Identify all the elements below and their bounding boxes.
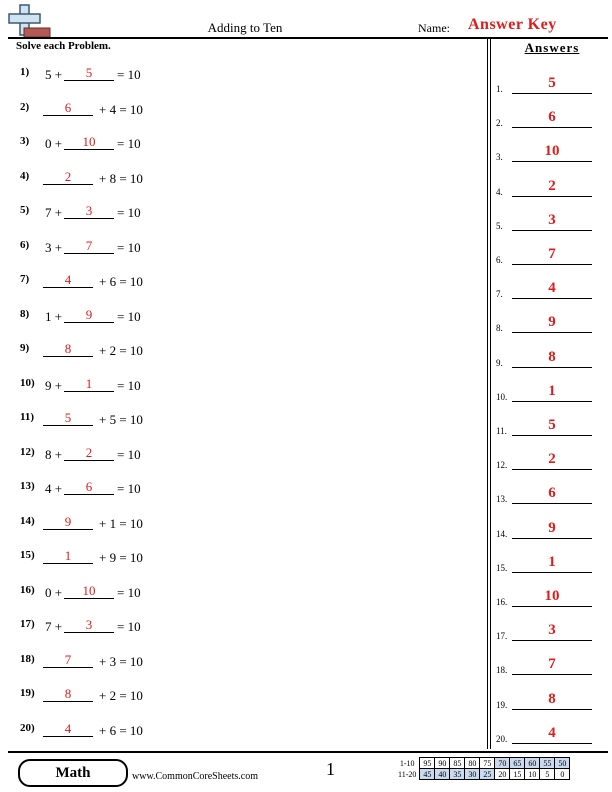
answer-number: 2. [496,118,503,129]
problem-row [0,584,480,608]
answer-value: 1 [512,554,592,573]
answer-row [496,653,602,677]
answer-row [496,140,602,164]
problem-row [0,101,480,125]
problem-number: 6) [20,238,30,251]
problem-number: 14) [20,514,35,527]
problem-number: 17) [20,618,35,630]
answer-blank: 4 [43,721,93,737]
score-cell: 45 [420,769,435,780]
answer-number: 4. [496,186,503,197]
answer-value: 7 [512,656,592,675]
name-label: Name: [418,21,450,35]
answer-row [496,585,602,609]
answer-blank: 8 [43,341,93,357]
problem-sum: = 10 [117,205,141,220]
answer-number: 3. [496,152,503,163]
problem-number: 5) [20,204,30,216]
answer-number: 16. [496,597,508,607]
problem-number: 16) [20,583,35,596]
score-cell: 50 [555,758,570,769]
answer-row [496,346,602,370]
score-cell: 40 [435,769,450,780]
score-cell: 70 [495,758,510,769]
answer-value: 8 [512,691,592,710]
problem-sum: = 10 [117,584,141,600]
answer-number: 8. [496,323,503,334]
problem-row [0,204,480,228]
answer-row [496,209,602,233]
score-cell: 60 [525,758,540,769]
score-cell: 35 [450,769,465,780]
score-cell: 75 [480,758,495,769]
answer-row [496,722,602,746]
score-cell: 20 [495,769,510,780]
answer-blank: 6 [64,479,114,495]
score-cell: 30 [465,769,480,780]
score-row [396,758,570,769]
answer-blank: 7 [64,238,114,254]
answer-number: 19. [496,699,508,710]
answer-number: 7. [496,289,503,300]
problem-number: 2) [20,100,30,113]
problem-addend: 7 + [45,619,63,634]
problem-sum: + 9 = 10 [99,550,143,565]
answer-value: 2 [512,178,592,197]
answer-value: 7 [512,246,592,265]
problem-row [0,66,480,90]
problem-number: 4) [20,169,30,182]
problem-sum: = 10 [117,446,141,462]
plus-logo-icon [6,4,52,38]
answer-blank: 3 [64,617,114,633]
answer-number: 14. [496,528,508,539]
answer-blank: 8 [43,686,93,702]
problem-addend: 0 + [45,136,63,151]
problem-row [0,515,480,539]
answer-row [496,414,602,438]
problem-number: 13) [20,480,35,492]
answer-value: 1 [512,383,592,402]
problem-sum: + 6 = 10 [99,722,143,738]
score-cell: 5 [540,769,555,780]
page-header [0,0,612,38]
problem-sum: = 10 [117,67,141,82]
answer-row [496,72,602,96]
score-cell: 65 [510,758,525,769]
answer-key-label: Answer Key [468,16,557,33]
answer-row [496,551,602,575]
answer-row [496,380,602,404]
answer-row [496,243,602,267]
score-cell: 10 [525,769,540,780]
problem-sum: + 2 = 10 [99,688,143,703]
problem-row [0,411,480,435]
answer-blank: 10 [64,583,114,599]
problem-row [0,446,480,470]
answer-row [496,448,602,472]
answer-row [496,688,602,712]
problem-addend: 7 + [45,205,63,220]
score-cell: 95 [420,758,435,769]
problem-number: 15) [20,549,35,561]
score-cell: 0 [555,769,570,780]
problem-sum: + 5 = 10 [99,412,143,427]
problem-row [0,480,480,504]
problem-number: 1) [20,66,30,78]
page-title: Adding to Ten [207,20,283,35]
problem-number: 18) [20,652,35,665]
site-url: www.CommonCoreSheets.com [132,771,259,782]
subject-badge: Math [18,759,128,787]
answer-value: 5 [512,417,592,436]
score-cell: 15 [510,769,525,780]
answer-number: 11. [496,426,507,436]
problem-number: 19) [20,687,35,699]
answer-value: 8 [512,349,592,368]
answer-blank: 1 [64,376,114,392]
answer-value: 4 [512,725,592,744]
problem-sum: = 10 [117,136,141,151]
problem-number: 11) [20,411,35,423]
answer-value: 3 [512,212,592,231]
problem-sum: + 1 = 10 [99,515,143,531]
answer-number: 10. [496,391,508,402]
score-cell: 90 [435,758,450,769]
score-cell: 25 [480,769,495,780]
problem-number: 3) [20,135,30,147]
problem-sum: = 10 [117,377,141,393]
answer-number: 17. [496,631,508,642]
page-number: 1 [326,759,335,779]
problem-row [0,273,480,297]
answer-number: 20. [496,733,508,744]
answers-title: Answers [524,40,580,55]
problem-number: 9) [20,342,30,354]
problem-sum: + 8 = 10 [99,170,143,186]
answer-number: 12. [496,460,508,471]
problem-row [0,170,480,194]
answer-blank: 7 [43,652,93,668]
answer-number: 9. [496,357,503,368]
answer-value: 3 [512,622,592,641]
problem-row [0,618,480,642]
answer-value: 5 [512,75,592,94]
problem-row [0,549,480,573]
answer-blank: 6 [43,100,93,116]
problem-sum: = 10 [117,481,141,496]
answer-blank: 5 [64,65,114,81]
problem-addend: 4 + [45,481,63,496]
answer-blank: 3 [64,203,114,219]
problem-sum: + 3 = 10 [99,653,143,669]
problem-addend: 3 + [45,239,63,255]
answer-blank: 1 [43,548,93,564]
problem-row [0,377,480,401]
problem-number: 10) [20,376,35,389]
answer-number: 18. [496,665,508,676]
problem-number: 20) [20,721,35,734]
score-cell: 85 [450,758,465,769]
answer-number: 5. [496,220,503,231]
score-range-label: 1-10 [399,758,415,768]
answer-value: 6 [512,485,592,504]
answer-value: 6 [512,109,592,128]
answer-number: 6. [496,255,503,265]
problem-sum: = 10 [117,619,141,634]
answer-value: 9 [512,520,592,539]
footer-divider [8,751,608,753]
answer-number: 15. [496,562,508,573]
problem-sum: = 10 [117,308,141,324]
problem-number: 12) [20,445,35,458]
problem-addend: 5 + [45,67,63,82]
problem-row [0,342,480,366]
problem-addend: 0 + [45,584,63,600]
score-table [396,757,570,780]
problem-row [0,653,480,677]
answer-blank: 5 [43,410,93,426]
problem-addend: 1 + [45,308,63,324]
answer-blank: 10 [64,134,114,150]
problem-row [0,308,480,332]
score-range-label: 11-20 [398,769,417,779]
problem-addend: 9 + [45,377,63,393]
answer-row [496,482,602,506]
answer-row [496,619,602,643]
problem-sum: + 6 = 10 [99,274,143,289]
problem-row [0,687,480,711]
answer-blank: 9 [43,514,93,530]
answer-row [496,311,602,335]
problem-row [0,135,480,159]
answer-blank: 2 [43,169,93,185]
problem-number: 7) [20,273,30,285]
problem-sum: = 10 [117,239,141,255]
answer-blank: 4 [43,272,93,288]
instructions: Solve each Problem. [16,40,111,52]
answer-value: 9 [512,314,592,333]
problem-sum: + 2 = 10 [99,343,143,358]
problem-row [0,722,480,746]
answer-row [496,517,602,541]
column-divider [490,37,491,749]
score-cell: 55 [540,758,555,769]
problem-number: 8) [20,307,30,320]
answer-number: 13. [496,494,508,505]
answer-value: 10 [512,588,592,607]
score-cell: 80 [465,758,480,769]
answer-row [496,277,602,301]
header-divider [8,37,608,39]
answer-blank: 2 [64,445,114,461]
score-row [396,769,570,780]
answer-blank: 9 [64,307,114,323]
answer-value: 10 [512,143,592,162]
problem-sum: + 4 = 10 [99,101,143,117]
answer-value: 4 [512,280,592,299]
problem-addend: 8 + [45,446,63,462]
problem-row [0,239,480,263]
answer-value: 2 [512,451,592,470]
answer-row [496,175,602,199]
answer-row [496,106,602,130]
answer-number: 1. [496,84,503,94]
column-divider [487,37,488,749]
